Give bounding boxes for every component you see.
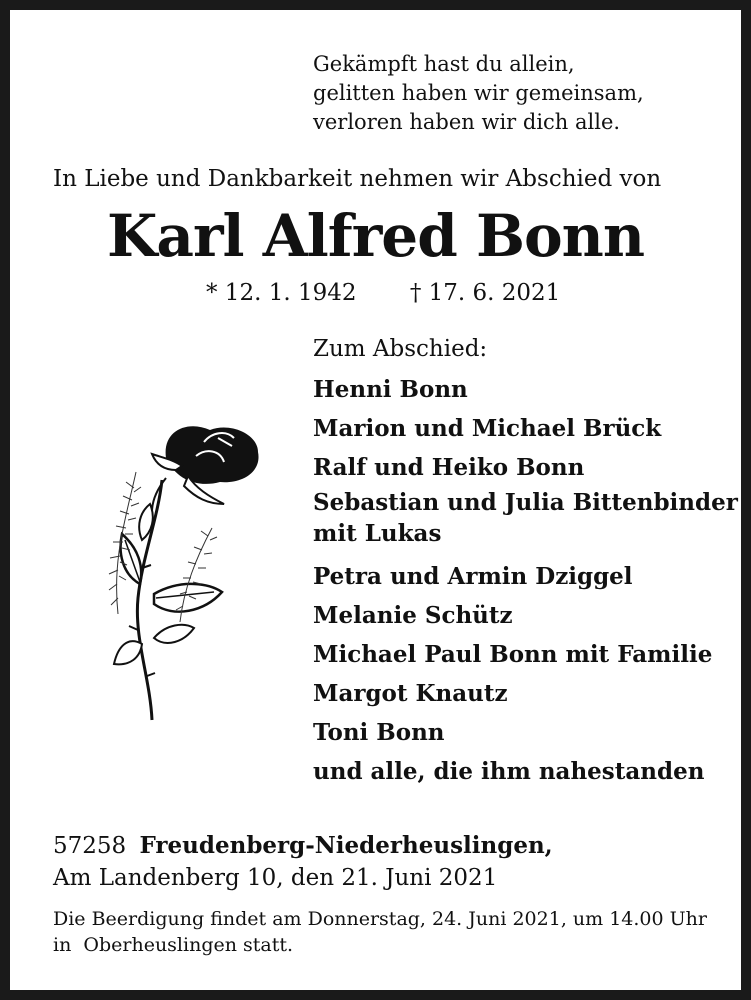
funeral-notice <box>53 906 707 958</box>
postcode: 57258 <box>53 833 127 859</box>
poem-line-3: verloren haben wir dich alle. <box>313 110 621 134</box>
address-date: Am Landenberg 10, den 21. Juni 2021 <box>53 865 498 891</box>
mourner-line: mit Lukas <box>313 520 442 547</box>
poem <box>313 50 644 137</box>
place-and-date <box>53 830 553 894</box>
mourner-line: Marion und Michael Brück <box>313 415 662 442</box>
life-dates <box>206 280 560 306</box>
mourner-line: Sebastian und Julia Bittenbinder <box>313 489 738 516</box>
farewell-label: Zum Abschied: <box>313 336 488 362</box>
mourner-line: Toni Bonn <box>313 719 445 746</box>
postal-line <box>53 830 553 862</box>
mourner-group <box>313 487 738 549</box>
intro-text: In Liebe und Dankbarkeit nehmen wir Abschied von <box>53 166 662 192</box>
rose-icon <box>92 408 274 728</box>
mourner-line: Melanie Schütz <box>313 602 513 629</box>
birth-date: * 12. 1. 1942 <box>206 280 357 306</box>
funeral-notice-line-2: in Oberheuslingen statt. <box>53 934 294 956</box>
mourner-line: Ralf und Heiko Bonn <box>313 454 585 481</box>
mourner-line: Henni Bonn <box>313 376 468 403</box>
mourner-line: und alle, die ihm nahestanden <box>313 758 705 785</box>
funeral-notice-line-1: Die Beerdigung findet am Donnerstag, 24. Juni 2021, um 14.00 Uhr <box>53 908 707 930</box>
town: Freudenberg-Niederheuslingen, <box>139 832 553 859</box>
poem-line-2: gelitten haben wir gemeinsam, <box>313 81 644 105</box>
mourners-list <box>313 370 738 791</box>
death-date: † 17. 6. 2021 <box>409 280 561 306</box>
mourner-line: Margot Knautz <box>313 680 508 707</box>
mourner-line: Petra und Armin Dziggel <box>313 563 633 590</box>
mourner-line: Michael Paul Bonn mit Familie <box>313 641 713 668</box>
deceased-name: Karl Alfred Bonn <box>106 202 644 270</box>
poem-line-1: Gekämpft hast du allein, <box>313 52 575 76</box>
